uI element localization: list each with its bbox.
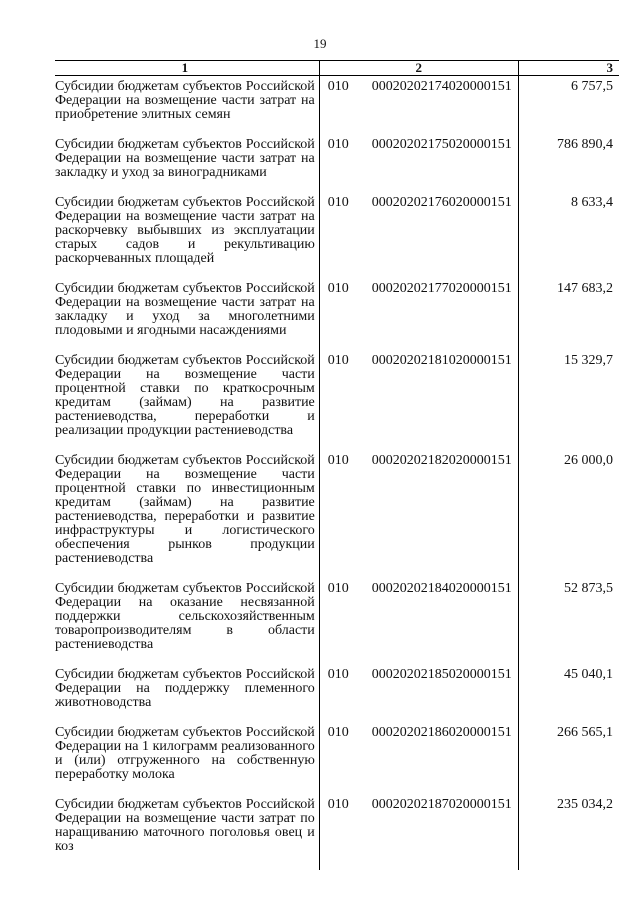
row-budget-code: 00020202186020000151 [371,725,512,740]
table-row [55,668,619,726]
row-budget-code: 00020202176020000151 [371,195,512,210]
table-row [55,354,619,454]
row-admin-code: 010 [327,453,349,468]
row-name: Субсидии бюджетам субъектов Российской Федерации на возмещение части затрат по наращиванию маточного поголовья овец и коз [55,797,315,854]
column-header-2: 2 [319,61,518,76]
table-row [55,798,619,870]
row-admin-code: 010 [327,667,349,682]
row-amount: 15 329,7 [564,353,613,368]
row-amount: 235 034,2 [557,797,613,812]
row-name: Субсидии бюджетам субъектов Российской Федерации на возмещение части процентной ставки по инвестиционным кредитам (займам) на развитие растениеводства, переработки и развитие инфраструктуры и логистического обеспечения рынков продукции растениеводства [55,453,315,566]
row-admin-code: 010 [327,353,349,368]
row-name: Субсидии бюджетам субъектов Российской Федерации на возмещение части затрат на раскорчевку выбывших из эксплуатации старых садов и рекультивацию раскорчеванных площадей [55,195,315,266]
row-amount: 26 000,0 [564,453,613,468]
row-admin-code: 010 [327,195,349,210]
budget-table [55,60,619,870]
row-budget-code: 00020202184020000151 [371,581,512,596]
row-budget-code: 00020202175020000151 [371,137,512,152]
table-row [55,138,619,196]
row-admin-code: 010 [327,725,349,740]
row-budget-code: 00020202177020000151 [371,281,512,296]
row-amount: 266 565,1 [557,725,613,740]
row-name: Субсидии бюджетам субъектов Российской Федерации на возмещение части затрат на закладку и уход за виноградниками [55,137,315,180]
table-row [55,76,619,139]
table-row [55,196,619,282]
row-budget-code: 00020202182020000151 [371,453,512,468]
table-header-row [55,61,619,76]
row-admin-code: 010 [327,797,349,812]
column-header-1: 1 [55,61,319,76]
row-admin-code: 010 [327,581,349,596]
row-name: Субсидии бюджетам субъектов Российской Федерации на возмещение части затрат на закладку и уход за многолетними плодовыми и ягодными насаждениями [55,281,315,338]
row-name: Субсидии бюджетам субъектов Российской Федерации на оказание несвязанной поддержки сельскохозяйственным товаропроизводителям в области растениеводства [55,581,315,652]
row-admin-code: 010 [327,137,349,152]
row-budget-code: 00020202181020000151 [371,353,512,368]
table-row [55,726,619,798]
row-amount: 6 757,5 [571,79,613,94]
row-amount: 45 040,1 [564,667,613,682]
row-budget-code: 00020202185020000151 [371,667,512,682]
row-budget-code: 00020202174020000151 [371,79,512,94]
table-row [55,282,619,354]
row-name: Субсидии бюджетам субъектов Российской Федерации на 1 килограмм реализованного и (или) отгруженного на собственную переработку молока [55,725,315,782]
row-amount: 8 633,4 [571,195,613,210]
row-amount: 786 890,4 [557,137,613,152]
row-admin-code: 010 [327,79,349,94]
row-amount: 52 873,5 [564,581,613,596]
row-admin-code: 010 [327,281,349,296]
column-header-3: 3 [518,61,619,76]
row-name: Субсидии бюджетам субъектов Российской Федерации на возмещение части процентной ставки по краткосрочным кредитам (займам) на развитие растениеводства, переработки и реализации продукции растениеводства [55,353,315,438]
page-number: 19 [313,36,327,51]
row-budget-code: 00020202187020000151 [371,797,512,812]
row-amount: 147 683,2 [557,281,613,296]
table-row [55,582,619,668]
row-name: Субсидии бюджетам субъектов Российской Федерации на возмещение части затрат на приобретение элитных семян [55,79,315,122]
row-name: Субсидии бюджетам субъектов Российской Федерации на поддержку племенного животноводства [55,667,315,710]
table-row [55,454,619,582]
